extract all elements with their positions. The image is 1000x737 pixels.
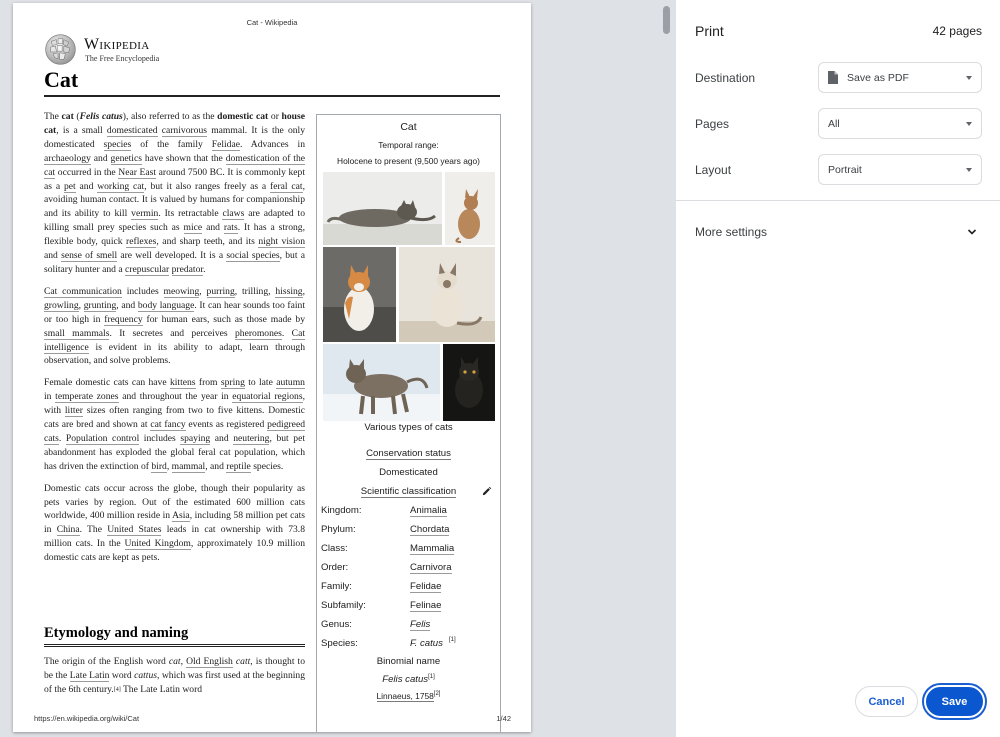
cat-photo-black [443,344,495,421]
classification-value[interactable]: Animalia [410,505,447,516]
preview-page [13,3,531,732]
paragraph-population: Domestic cats occur across the globe, though their popularity as pets varies by region. Out of the estimated 600 million cats worldwide, 400 million reside in Asia, including 58 million pet cats in China. The United States leads in cat ownership with 73.8 million cats. In the United Kingdom, approximately 10.9 million domestic cats are kept as pets. [44,482,306,564]
paragraph-intro: The cat (Felis catus), also referred to as the domestic cat or house cat, is a small domesticated carnivorous mammal. It is the only domesticated species of the family Felidae. Advances in archaeology and genetics have shown that the domestication of the cat occurred in the Near East around 7500 BC. It is commonly kept as a pet and working cat, but it also ranges freely as a feral cat, avoiding human contact. It is valued by humans for companionship and its ability to kill vermin. Its retractable claws are adapted to killing small prey species such as mice and rats. It has a strong, flexible body, quick reflexes, and sharp teeth, and its night vision and sense of smell are well developed. It is a social species, but a solitary hunter and a crepuscular predator. [44,111,306,275]
caret-down-icon [966,76,972,80]
conservation-status-value: Domesticated [379,467,438,478]
destination-select[interactable] [818,62,982,93]
binomial-name-text: Felis catus [382,674,429,685]
print-title: Print [695,23,724,39]
classification-key: Phylum: [321,524,356,535]
print-settings-panel [676,0,1000,737]
caret-down-icon [966,122,972,126]
scientific-classification-link: Scientific classification [360,486,457,497]
layout-select[interactable] [818,154,982,185]
caret-down-icon [966,168,972,172]
infobox-caption: Various types of cats [364,422,453,433]
paragraph-etymology: The origin of the English word cat, Old English catt, is thought to be the Late Latin word cattus, which was first used at the beginning of the 6th century.[4] The Late Latin word [44,656,306,695]
destination-value: Save as PDF [847,72,909,84]
panel-divider [676,200,1000,201]
section-heading: Etymology and naming [44,625,189,641]
page-count: 42 pages [932,24,982,38]
authority-ref: [2] [433,691,441,697]
infobox-title: Cat [400,121,417,133]
classification-key: Order: [321,562,349,573]
preview-scrollbar[interactable] [663,6,670,34]
pages-select[interactable] [818,108,982,139]
wikipedia-globe-icon [44,33,77,66]
classification-value[interactable]: F. catus [410,638,443,649]
classification-key: Genus: [321,619,352,630]
wikipedia-wordmark: Wikipedia [84,36,150,53]
paragraph-breeding: Female domestic cats can have kittens from spring to late autumn in temperate zones and throughout the year in equatorial regions, with litter sizes often ranging from two to five kittens. Domestic cats are bred and shown at cat fancy events as registered pedigreed cats. Population control includes spaying and neutering, but pet abandonment has exploded the global feral cat population, which has driven the extinction of bird, mammal, and reptile species. [44,377,305,472]
classification-key: Class: [321,543,348,554]
classification-value[interactable]: Felidae [410,581,442,592]
article-body [44,110,305,573]
classification-value[interactable]: Felinae [410,600,442,611]
pages-label: Pages [695,117,730,131]
article-title: Cat [44,67,79,92]
chevron-down-icon[interactable] [966,226,978,238]
classification-key: Species: [321,638,358,649]
layout-label: Layout [695,163,732,177]
binomial-name-value [317,674,500,685]
cat-photo-lying [323,172,442,245]
binomial-ref: [1] [428,674,435,680]
binomial-name-heading: Binomial name [376,656,441,667]
classification-ref[interactable]: [1] [449,637,456,643]
section-rule [44,644,305,647]
save-button[interactable]: Save [924,685,985,718]
more-settings-toggle[interactable]: More settings [695,225,768,239]
cat-photo-orange-white [323,247,396,342]
temporal-range-value: Holocene to present (9,500 years ago) [337,156,480,166]
page-header-title: Cat - Wikipedia [246,18,298,27]
infobox [316,114,501,732]
classification-key: Kingdom: [321,505,362,516]
classification-value[interactable]: Felis [410,619,431,630]
authority-value [317,691,500,701]
conservation-status-link: Conservation status [366,448,451,459]
authority-text: Linnaeus, 1758 [376,691,434,701]
classification-value[interactable]: Chordata [410,524,450,535]
conservation-status-heading [317,448,500,459]
classification-value[interactable]: Mammalia [410,543,455,554]
title-rule [44,95,500,97]
destination-label: Destination [695,71,756,85]
pencil-icon [481,486,492,497]
wikipedia-tagline: The Free Encyclopedia [85,54,160,63]
classification-key: Subfamily: [321,600,366,611]
cat-photo-tabby-snow [323,344,440,421]
classification-key: Family: [321,581,352,592]
document-icon [828,71,838,84]
page-footer-number: 1/42 [496,714,511,723]
pages-value: All [828,118,840,130]
classification-value[interactable]: Carnivora [410,562,452,573]
cat-photo-sitting-abyssinian [445,172,495,245]
temporal-range-label: Temporal range: [378,140,439,150]
scientific-classification-heading [317,486,500,497]
cancel-button[interactable]: Cancel [855,686,918,717]
cat-photo-siamese [399,247,495,342]
layout-value: Portrait [828,164,862,176]
paragraph-communication: Cat communication includes meowing, purring, trilling, hissing, growling, grunting, and body language. It can hear sounds too faint or too high in frequency for human ears, such as those made by small mammals. It secretes and perceives pheromones. Cat intelligence is evident in its ability to adapt, learn through observation, and solve problems. [44,285,305,367]
page-footer-url: https://en.wikipedia.org/wiki/Cat [34,714,140,723]
